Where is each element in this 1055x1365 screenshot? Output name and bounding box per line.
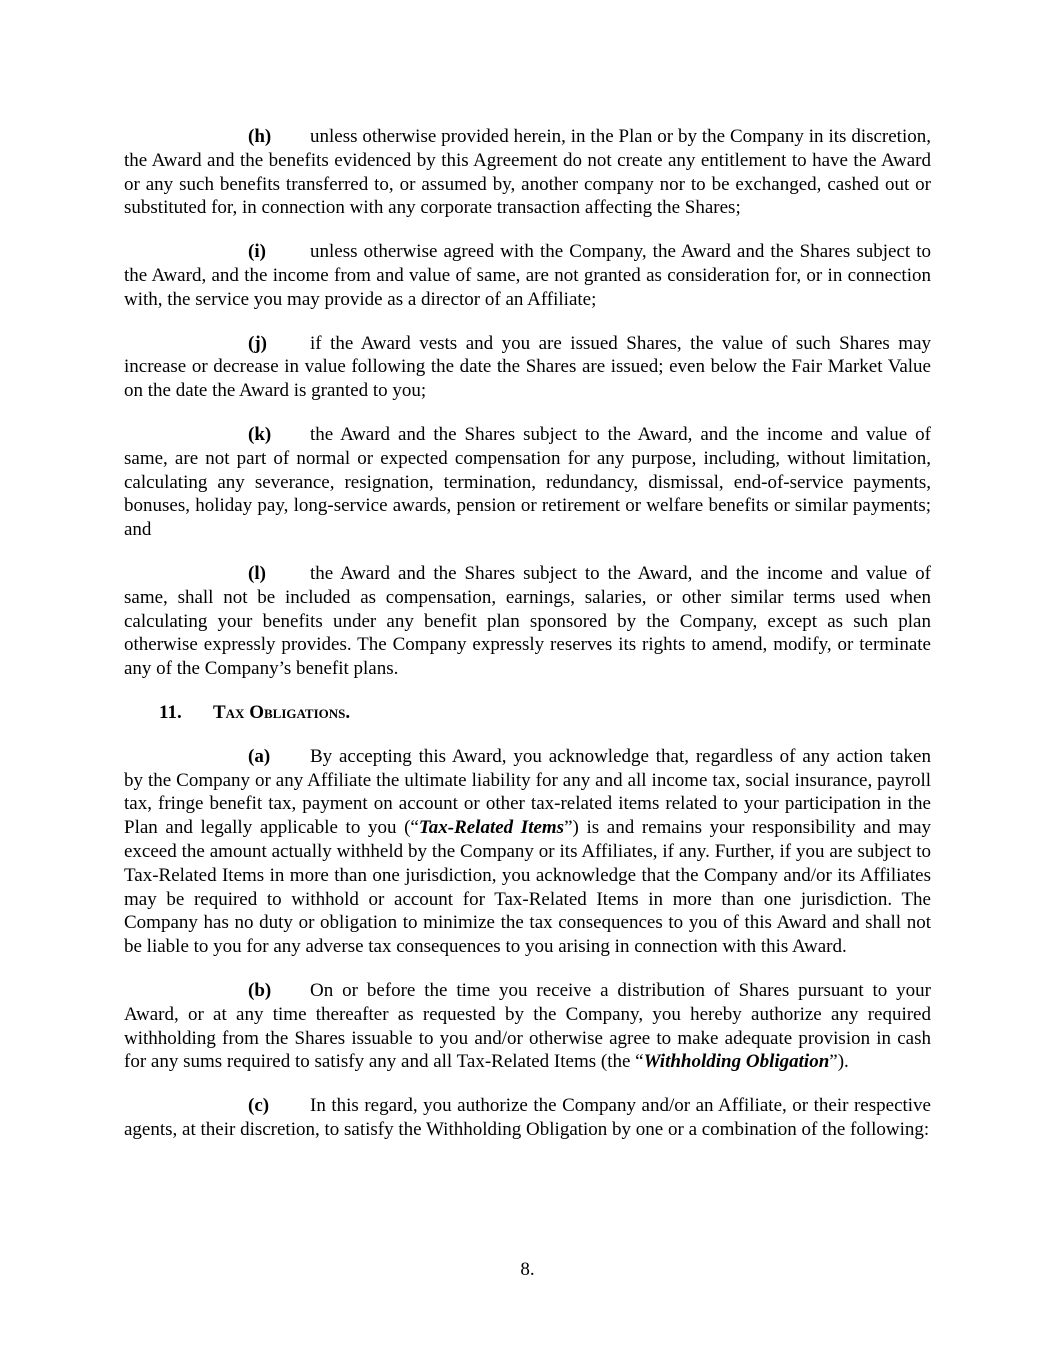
paragraph-label: (c) bbox=[248, 1095, 270, 1117]
paragraph-text: On or before the time you receive a distribution of Shares pursuant to your Award, or at any time thereafter as requested by the Company, you hereby authorize any required withholding from the Shares issuable to you and/or otherwise agree to make adequate provision in cash for any sums required to satisfy any and all Tax-Related Items (the “ bbox=[124, 979, 931, 1073]
paragraph-tax-b bbox=[124, 979, 931, 1074]
paragraph-text: if the Award vests and you are issued Shares, the value of such Shares may increase or decrease in value following the date the Shares are issued; even below the Fair Market Value on the date the Award is granted to you; bbox=[124, 332, 931, 402]
paragraph-l bbox=[124, 562, 931, 681]
paragraph-text: In this regard, you authorize the Company and/or an Affiliate, or their respective agents, at their discretion, to satisfy the Withholding Obligation by one or a combination of the following: bbox=[124, 1095, 931, 1140]
paragraph-text: By accepting this Award, you acknowledge that, regardless of any action taken by the Company or any Affiliate the ultimate liability for any and all income tax, social insurance, payroll tax, fringe benefit tax, payment on account or other tax-related items related to your participation in the Plan and legally applicable to you (“ bbox=[124, 745, 931, 839]
paragraph-label: (j) bbox=[248, 332, 267, 354]
paragraph-label: (a) bbox=[248, 745, 271, 767]
paragraph-tax-c bbox=[124, 1094, 931, 1142]
paragraph-label: (i) bbox=[248, 241, 266, 263]
paragraph-i bbox=[124, 240, 931, 311]
defined-term: Tax-Related Items bbox=[418, 817, 565, 839]
paragraph-text: ”) is and remains your responsibility and may exceed the amount actually withheld by the Company or its Affiliates, if any. Further, if you are subject to Tax-Related Items in more than one jurisdiction, you acknowledge that the Company and/or its Affiliates may be required to withhold or account for Tax-Related Items in more than one jurisdiction. The Company has no duty or obligation to minimize the tax consequences to you of this Award and shall not be liable to you for any adverse tax consequences to you arising in connection with this Award. bbox=[124, 817, 931, 958]
paragraph-k bbox=[124, 423, 931, 542]
paragraph-text: ”). bbox=[829, 1051, 849, 1073]
paragraph-text: unless otherwise agreed with the Company, the Award and the Shares subject to the Award, and the income from and value of same, are not granted as consideration for, or in connection with, the service you may provide as a director of an Affiliate; bbox=[124, 241, 931, 310]
paragraph-tax-a bbox=[124, 745, 931, 959]
paragraph-label: (k) bbox=[248, 423, 272, 445]
paragraph-text: the Award and the Shares subject to the Award, and the income and value of same, are not part of normal or expected compensation for any purpose, including, without limitation, calculating any severance, resignation, termination, redundancy, dismissal, end-of-service payments, bonuses, holiday pay, long-service awards, pension or retirement or welfare benefits or similar payments; and bbox=[124, 423, 931, 541]
section-number: 11. bbox=[159, 701, 182, 723]
paragraph-j bbox=[124, 332, 931, 403]
paragraph-h bbox=[124, 125, 931, 220]
document-page bbox=[124, 125, 931, 1142]
paragraph-label: (l) bbox=[248, 562, 266, 584]
paragraph-text: unless otherwise provided herein, in the Plan or by the Company in its discretion, the Award and the benefits evidenced by this Agreement do not create any entitlement to have the Award or any such benefits transferred to, or assumed by, another company nor to be exchanged, cashed out or substituted for, in connection with any corporate transaction affecting the Shares; bbox=[124, 126, 931, 219]
paragraph-text: the Award and the Shares subject to the Award, and the income and value of same, shall not be included as compensation, earnings, salaries, or other similar terms used when calculating your benefits under any benefit plan sponsored by the Company, except as such plan otherwise expressly provides. The Company expressly reserves its rights to amend, modify, or terminate any of the Company’s benefit plans. bbox=[124, 562, 931, 680]
paragraph-label: (h) bbox=[248, 126, 272, 147]
defined-term: Withholding Obligation bbox=[643, 1051, 830, 1073]
page-number: 8. bbox=[520, 1259, 535, 1280]
paragraph-label: (b) bbox=[248, 979, 272, 1001]
section-title: Tax Obligations. bbox=[213, 701, 351, 723]
section-heading bbox=[124, 701, 931, 725]
